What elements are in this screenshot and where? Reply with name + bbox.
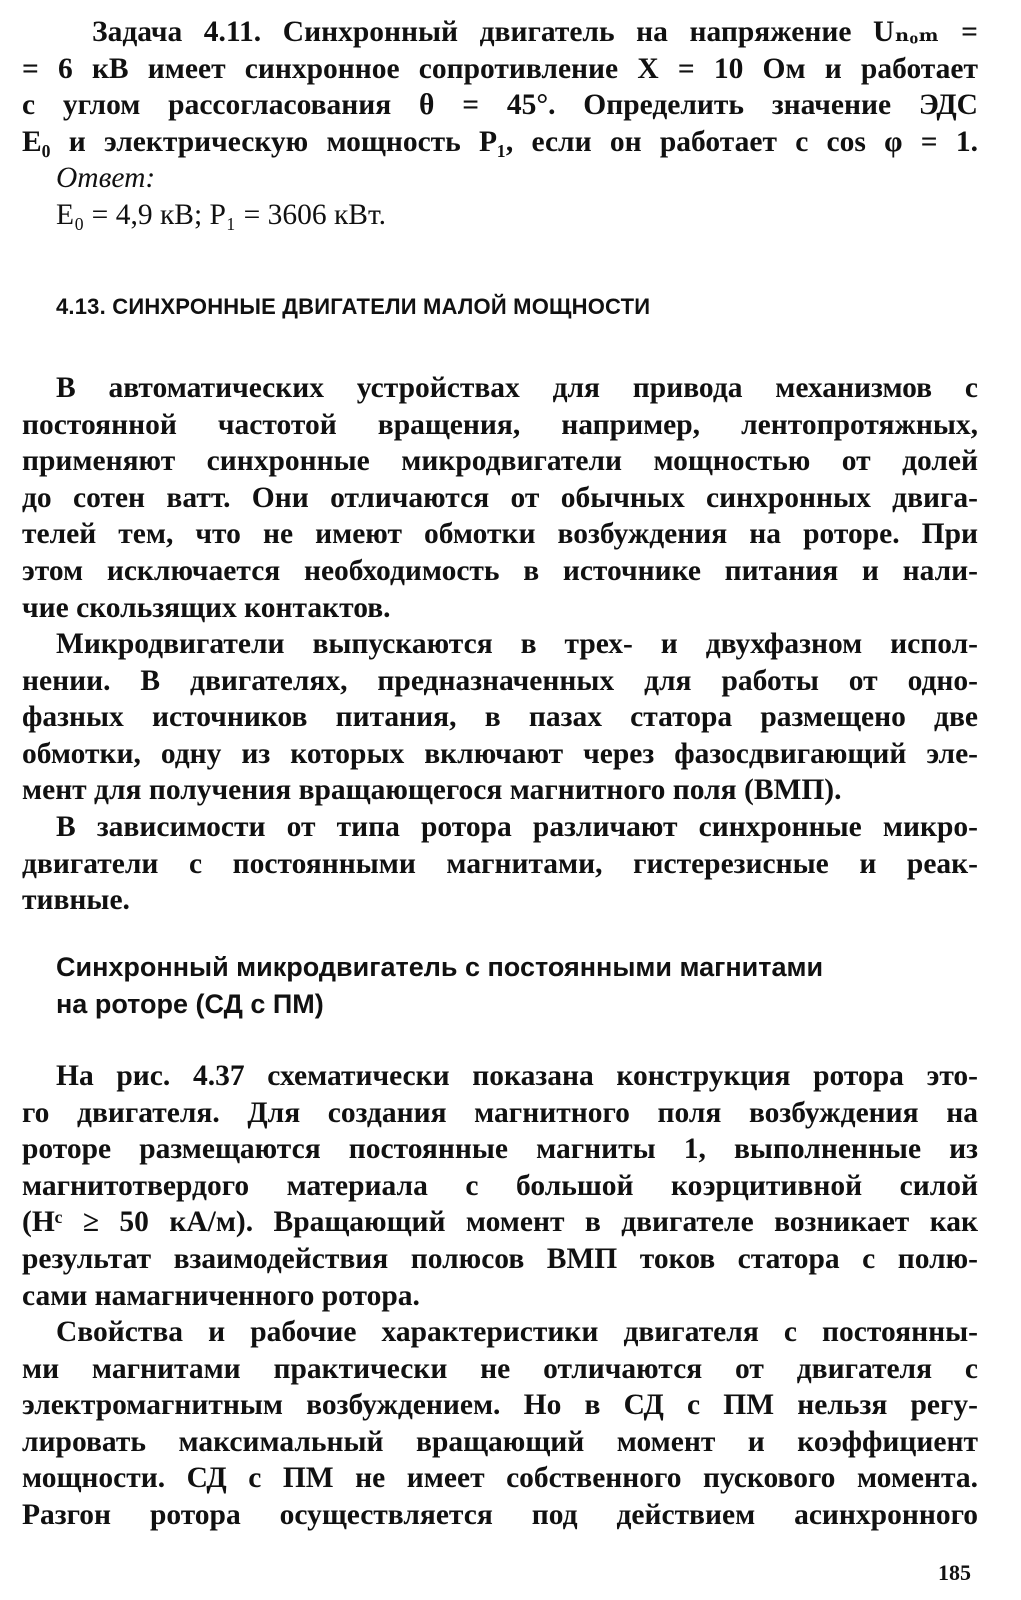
paragraph-line: применяют синхронные микродвигатели мощностью от долей bbox=[22, 445, 978, 478]
paragraph-line: нении. В двигателях, предназначенных для работы от одно- bbox=[22, 664, 978, 697]
task-line: с углом рассогласования θ = 45°. Определить значение ЭДС bbox=[22, 89, 978, 122]
paragraph-line: этом исключается необходимость в источнике питания и нали- bbox=[22, 554, 978, 587]
paragraph-line: Свойства и рабочие характеристики двигателя с постоянны- bbox=[56, 1316, 978, 1348]
answer-value: E₀ = 4,9 кВ; P₁ = 3606 кВт. bbox=[56, 198, 387, 231]
paragraph-line: сами намагниченного ротора. bbox=[22, 1279, 420, 1312]
answer-label: Ответ: bbox=[56, 162, 156, 195]
paragraph-line: чие скользящих контактов. bbox=[22, 591, 391, 624]
paragraph bbox=[22, 809, 978, 919]
page-number: 185 bbox=[938, 1560, 971, 1585]
paragraph-line: Разгон ротора осуществляется под действием асинхронного bbox=[22, 1498, 978, 1531]
paragraph-line: до сотен ватт. Они отличаются от обычных синхронных двига- bbox=[22, 481, 978, 514]
paragraph-line: двигатели с постоянными магнитами, гистерезисные и реак- bbox=[22, 847, 978, 880]
paragraph-line: обмотки, одну из которых включают через фазосдвигающий эле- bbox=[22, 737, 978, 770]
section-title: 4.13. СИНХРОННЫЕ ДВИГАТЕЛИ МАЛОЙ МОЩНОСТИ bbox=[56, 294, 651, 319]
task-line: Задача 4.11. Синхронный двигатель на напряжение Uₙₒₘ = bbox=[92, 16, 978, 48]
subsection-title bbox=[56, 949, 823, 1023]
paragraph-line: постоянной частотой вращения, например, лентопротяжных, bbox=[22, 408, 978, 441]
paragraph-line: Микродвигатели выпускаются в трех- и двухфазном испол- bbox=[56, 628, 978, 660]
paragraph bbox=[22, 1314, 978, 1534]
paragraph-line: мощности. СД с ПМ не имеет собственного пускового момента. bbox=[22, 1462, 978, 1495]
paragraph-line: результат взаимодействия полюсов ВМП токов статора с полю- bbox=[22, 1242, 978, 1275]
paragraph-line: электромагнитным возбуждением. Но в СД с ПМ нельзя регу- bbox=[22, 1389, 978, 1422]
subsection-title-line: на роторе (СД с ПМ) bbox=[56, 989, 324, 1019]
paragraph-line: тивные. bbox=[22, 884, 130, 917]
paragraph-line: го двигателя. Для создания магнитного поля возбуждения на bbox=[22, 1096, 978, 1129]
paragraph bbox=[22, 1058, 978, 1314]
task-block bbox=[22, 14, 978, 234]
paragraph bbox=[22, 626, 978, 809]
paragraph-line: мент для получения вращающегося магнитного поля (ВМП). bbox=[22, 774, 842, 807]
paragraph-line: (Hᶜ ≥ 50 кА/м). Вращающий момент в двигателе возникает как bbox=[22, 1206, 978, 1239]
paragraph-line: телей тем, что не имеют обмотки возбуждения на роторе. При bbox=[22, 518, 978, 551]
paragraph-line: В автоматических устройствах для привода механизмов с bbox=[56, 372, 978, 404]
paragraph-line: На рис. 4.37 схематически показана конструкция ротора это- bbox=[56, 1060, 978, 1092]
paragraph-line: фазных источников питания, в пазах статора размещено две bbox=[22, 701, 978, 734]
task-text bbox=[22, 14, 978, 234]
paragraph bbox=[22, 370, 978, 626]
paragraph-line: роторе размещаются постоянные магниты 1, выполненные из bbox=[22, 1133, 978, 1166]
paragraph-line: лировать максимальный вращающий момент и коэффициент bbox=[22, 1425, 978, 1458]
paragraph-line: ми магнитами практически не отличаются от двигателя с bbox=[22, 1352, 978, 1385]
paragraph-line: магнитотвердого материала с большой коэрцитивной силой bbox=[22, 1169, 978, 1202]
task-line: E₀ и электрическую мощность P₁, если он работает с cos φ = 1. bbox=[22, 125, 978, 158]
task-line: = 6 кВ имеет синхронное сопротивление X = 10 Ом и работает bbox=[22, 52, 978, 85]
paragraph-line: В зависимости от типа ротора различают синхронные микро- bbox=[56, 811, 978, 843]
subsection-title-line: Синхронный микродвигатель с постоянными магнитами bbox=[56, 952, 824, 982]
